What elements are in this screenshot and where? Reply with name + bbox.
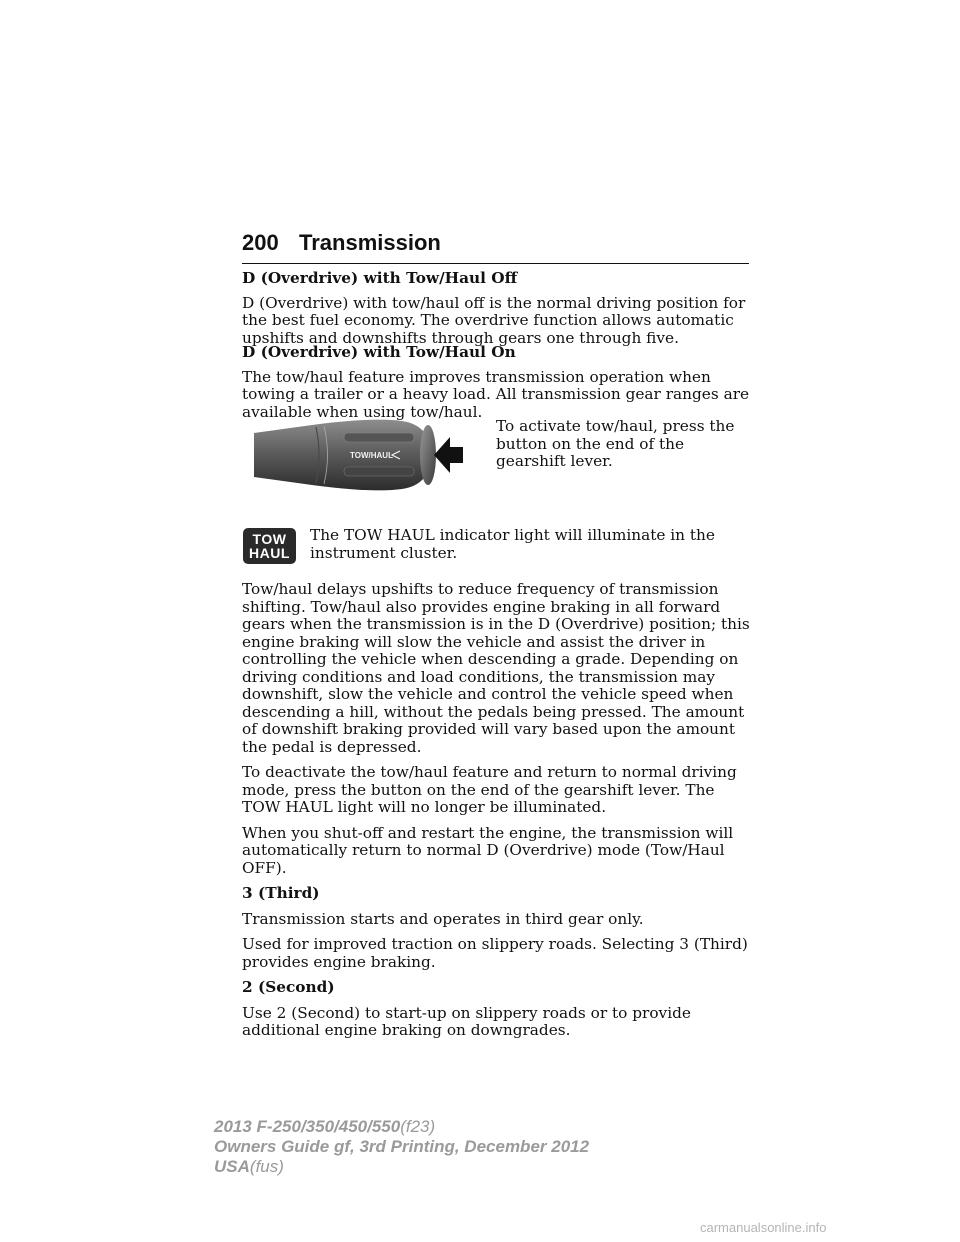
tow-haul-on-paragraph: The tow/haul feature improves transmission operation when towing a trailer or a heavy load. All transmission gear ranges are available when using tow/haul. [242, 367, 750, 421]
third-gear-paragraph-1: Transmission starts and operates in third gear only. [242, 909, 644, 928]
delays-paragraph: Tow/haul delays upshifts to reduce frequency of transmission shifting. Tow/haul also provides engine braking in all forward gears when the transmission is in the D (Overdrive) position; this engine braking will slow the vehicle and assist the driver in controlling the vehicle when descending a grade. Depending on driving conditions and load conditions, the transmission may downshift, slow the vehicle and control the vehicle speed when descending a hill, without the pedals being pressed. The amount of downshift braking provided will vary based upon the amount the pedal is depressed. [242, 580, 750, 756]
indicator-description [310, 527, 750, 562]
second-gear-heading: 2 (Second) [242, 978, 335, 996]
footer-region: USA [214, 1157, 250, 1176]
third-gear-paragraph-2: Used for improved traction on slippery roads. Selecting 3 (Third) provides engine braking. [242, 935, 748, 971]
activate-caption: To activate tow/haul, press the button on the end of the gearshift lever. [496, 417, 735, 470]
footer-model-code: (f23) [400, 1117, 436, 1136]
third-gear-heading: 3 (Third) [242, 884, 320, 902]
tow-haul-off-paragraph: D (Overdrive) with tow/haul off is the normal driving position for the best fuel economy. The overdrive function allows automatic upshifts and downshifts through gears one through five. [242, 293, 746, 347]
tow-haul-indicator-icon [243, 528, 296, 564]
gearshift-lever-illustration [252, 415, 464, 493]
footer-line-3 [214, 1157, 589, 1177]
lever-button-label: TOW/HAUL [350, 451, 393, 460]
indicator-icon-line2: HAUL [249, 545, 290, 561]
tow-haul-on-section [242, 344, 752, 421]
tow-haul-off-section [242, 270, 752, 347]
tow-haul-details-section [242, 581, 752, 1040]
footer-line-2: Owners Guide gf, 3rd Printing, December 2012 [214, 1137, 590, 1156]
tow-haul-off-heading: D (Overdrive) with Tow/Haul Off [242, 269, 518, 287]
page-number: 200 [242, 230, 279, 255]
footer-line-1 [214, 1117, 589, 1137]
second-gear-paragraph: Use 2 (Second) to start-up on slippery roads or to provide additional engine braking on downgrades. [242, 1003, 691, 1039]
footer-region-code: (fus) [249, 1157, 284, 1176]
watermark: carmanualsonline.info [700, 1220, 827, 1235]
restart-paragraph: When you shut-off and restart the engine, the transmission will automatically return to normal D (Overdrive) mode (Tow/Haul OFF). [242, 823, 734, 877]
deactivate-paragraph: To deactivate the tow/haul feature and return to normal driving mode, press the button on the end of the gearshift lever. The TOW HAUL light will no longer be illuminated. [242, 763, 737, 816]
indicator-paragraph: The TOW HAUL indicator light will illuminate in the instrument cluster. [310, 526, 715, 562]
indicator-icon-line1: TOW [252, 531, 287, 547]
tow-haul-on-heading: D (Overdrive) with Tow/Haul On [242, 343, 516, 361]
page-header [242, 229, 749, 264]
footer-model: 2013 F-250/350/450/550 [214, 1117, 401, 1136]
arrow-icon [434, 437, 463, 473]
page-footer [214, 1117, 589, 1177]
section-title: Transmission [299, 230, 441, 255]
activate-instruction [496, 418, 748, 471]
